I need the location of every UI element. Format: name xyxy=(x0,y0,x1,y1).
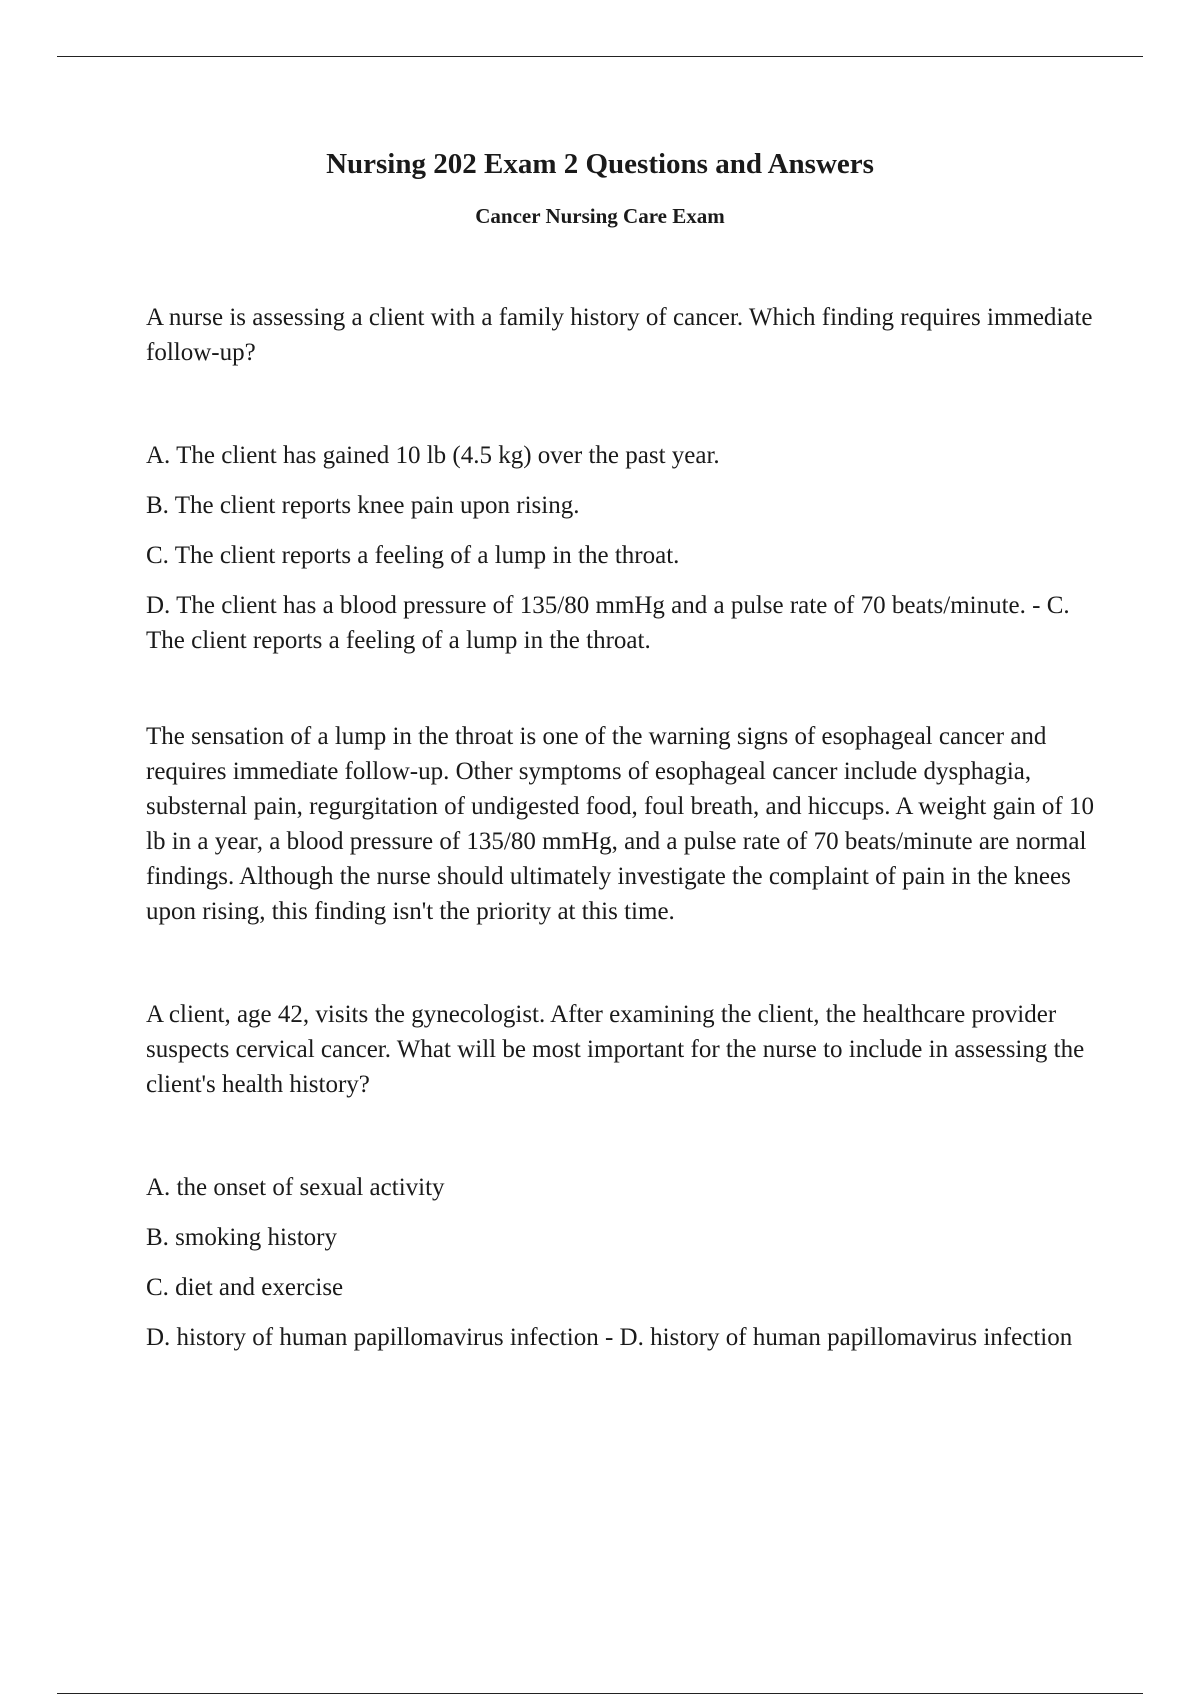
answer-option-c: C. The client reports a feeling of a lump in the throat. xyxy=(146,542,680,569)
question-prompt: A client, age 42, visits the gynecologist. After examining the client, the healthcare provider suspects cervical cancer. What will be most important for the nurse to include in assessing the client's health history? xyxy=(146,1001,1085,1098)
answer-option-c: C. diet and exercise xyxy=(146,1274,344,1301)
answer-option-b: B. The client reports knee pain upon rising. xyxy=(146,492,580,519)
answer-options xyxy=(146,438,1096,658)
answer-explanation: The sensation of a lump in the throat is one of the warning signs of esophageal cancer and requires immediate follow-up. Other symptoms of esophageal cancer include dysphagia, substernal pain, regurgitation of undigested food, foul breath, and hiccups. A weight gain of 10 lb in a year, a blood pressure of 135/80 mmHg, and a pulse rate of 70 beats/minute are normal findings. Although the nurse should ultimately investigate the complaint of pain in the knees upon rising, this finding isn't the priority at this time. xyxy=(146,723,1094,925)
answer-option-d: D. The client has a blood pressure of 135/80 mmHg and a pulse rate of 70 beats/minute. - C. The client reports a feeling of a lump in the throat. xyxy=(146,592,1070,654)
answer-options xyxy=(146,1170,1096,1355)
question-prompt: A nurse is assessing a client with a family history of cancer. Which finding requires immediate follow-up? xyxy=(146,304,1093,366)
page-title: Nursing 202 Exam 2 Questions and Answers xyxy=(326,148,874,180)
question-block-1 xyxy=(146,300,1096,929)
bottom-divider xyxy=(57,1693,1143,1694)
exam-content xyxy=(146,300,1096,1370)
answer-option-a: A. the onset of sexual activity xyxy=(146,1174,445,1201)
top-divider xyxy=(57,56,1143,57)
answer-option-d: D. history of human papillomavirus infection - D. history of human papillomavirus infection xyxy=(146,1324,1073,1351)
page-subtitle: Cancer Nursing Care Exam xyxy=(475,204,725,228)
answer-option-b: B. smoking history xyxy=(146,1224,337,1251)
answer-option-a: A. The client has gained 10 lb (4.5 kg) over the past year. xyxy=(146,442,720,469)
question-block-2 xyxy=(146,997,1096,1355)
